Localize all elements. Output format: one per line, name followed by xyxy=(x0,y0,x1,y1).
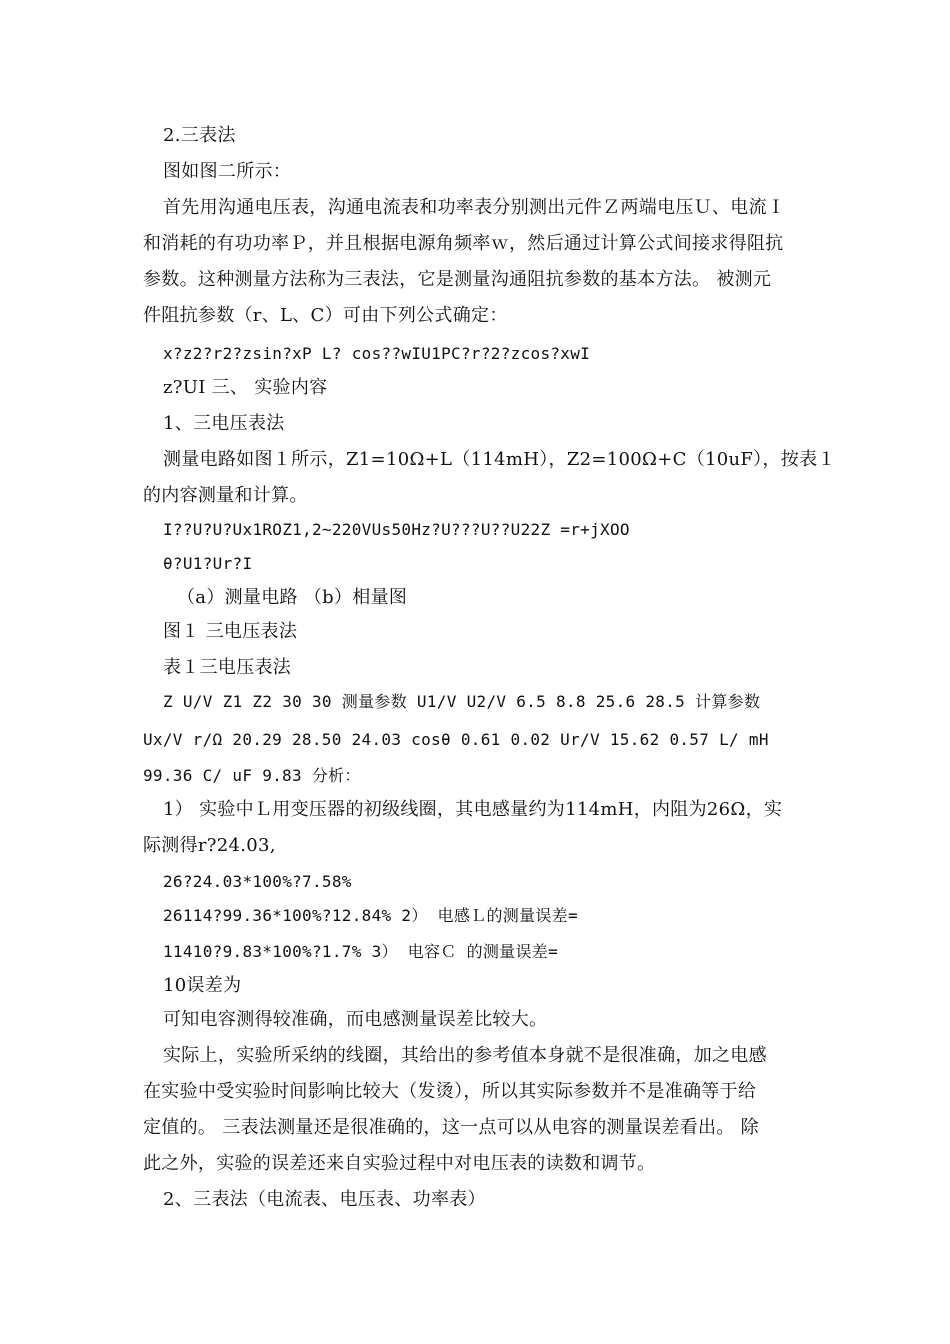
table-data-line: Ux/V r/Ω 20.29 28.50 24.03 cosθ 0.61 0.02 Ur/V 15.62 0.57 L/ mH xyxy=(143,730,769,749)
table-data-line: Z U/V Z1 Z2 30 30 测量参数 U1/V U2/V 6.5 8.8 25.6 28.5 计算参数 xyxy=(163,692,761,711)
table-data-line: 99.36 C/ uF 9.83 分析： xyxy=(143,766,361,785)
paragraph-line: 实际上，实验所采纳的线圈，其给出的参考值本身就不是很准确，加之电感 xyxy=(163,1045,767,1066)
paragraph-line: 首先用沟通电压表，沟通电流表和功率表分别测出元件Ｚ两端电压Ｕ、电流Ｉ xyxy=(163,197,786,218)
calculation-line: 11410?9.83*100%?1.7% 3） 电容Ｃ 的测量误差= xyxy=(163,942,559,961)
paragraph-line: 和消耗的有功功率Ｐ，并且根据电源角频率ｗ，然后通过计算公式间接求得阻抗 xyxy=(143,233,784,254)
paragraph-line: 参数。这种测量方法称为三表法，它是测量沟通阻抗参数的基本方法。 被测元 xyxy=(143,269,772,290)
paragraph-line: 定值的。 三表法测量还是很准确的，这一点可以从电容的测量误差看出。 除 xyxy=(143,1117,759,1138)
figure-caption: 图１ 三电压表法 xyxy=(163,621,298,642)
subsection-heading-three-meter: 2、三表法（电流表、电压表、功率表） xyxy=(163,1189,486,1210)
section-heading-three-meter-method: 2.三表法 xyxy=(163,125,236,146)
paragraph-line: 件阻抗参数（r、L、C）可由下列公式确定： xyxy=(143,305,508,326)
calculation-line: 26?24.03*100%?7.58% xyxy=(163,872,352,891)
paragraph-line: 可知电容测得较准确，而电感测量误差比较大。 xyxy=(163,1009,548,1030)
phasor-label-line: θ?U1?Ur?I xyxy=(163,554,253,573)
table-caption: 表１三电压表法 xyxy=(163,657,292,678)
circuit-label-line: I??U?U?Ux1ROZ1,2~220VUs50Hz?U???U??U22Z =r+jXOO xyxy=(163,520,630,539)
paragraph-line: 图如图二所示： xyxy=(163,161,292,182)
analysis-item-1: 1） 实验中Ｌ用变压器的初级线圈，其电感量约为114mH，内阻为26Ω，实 xyxy=(163,799,783,820)
paragraph-line: 在实验中受实验时间影响比较大（发烫），所以其实际参数并不是准确等于给 xyxy=(143,1081,757,1102)
paragraph-line: 测量电路如图１所示，Z1=10Ω+L（114mH），Z2=100Ω+C（10uF），按表１ xyxy=(163,449,836,470)
paragraph-line: 的内容测量和计算。 xyxy=(143,485,308,506)
paragraph-line: 此之外，实验的误差还来自实验过程中对电压表的读数和调节。 xyxy=(143,1153,656,1174)
calculation-line: 26114?99.36*100%?12.84% 2） 电感Ｌ的测量误差= xyxy=(163,906,578,925)
paragraph-line: 际测得r?24.03, xyxy=(143,835,276,856)
subsection-heading-three-voltmeter: 1、三电压表法 xyxy=(163,413,285,434)
section-heading-experiment-content: z?UI 三、 实验内容 xyxy=(163,377,328,398)
formula-line: x?z2?r2?zsin?xP L? cos??wIU1PC?r?2?zcos?xwI xyxy=(163,344,591,363)
paragraph-line: 10误差为 xyxy=(163,975,242,996)
figure-subcaption: （a）测量电路 （b）相量图 xyxy=(177,587,408,608)
